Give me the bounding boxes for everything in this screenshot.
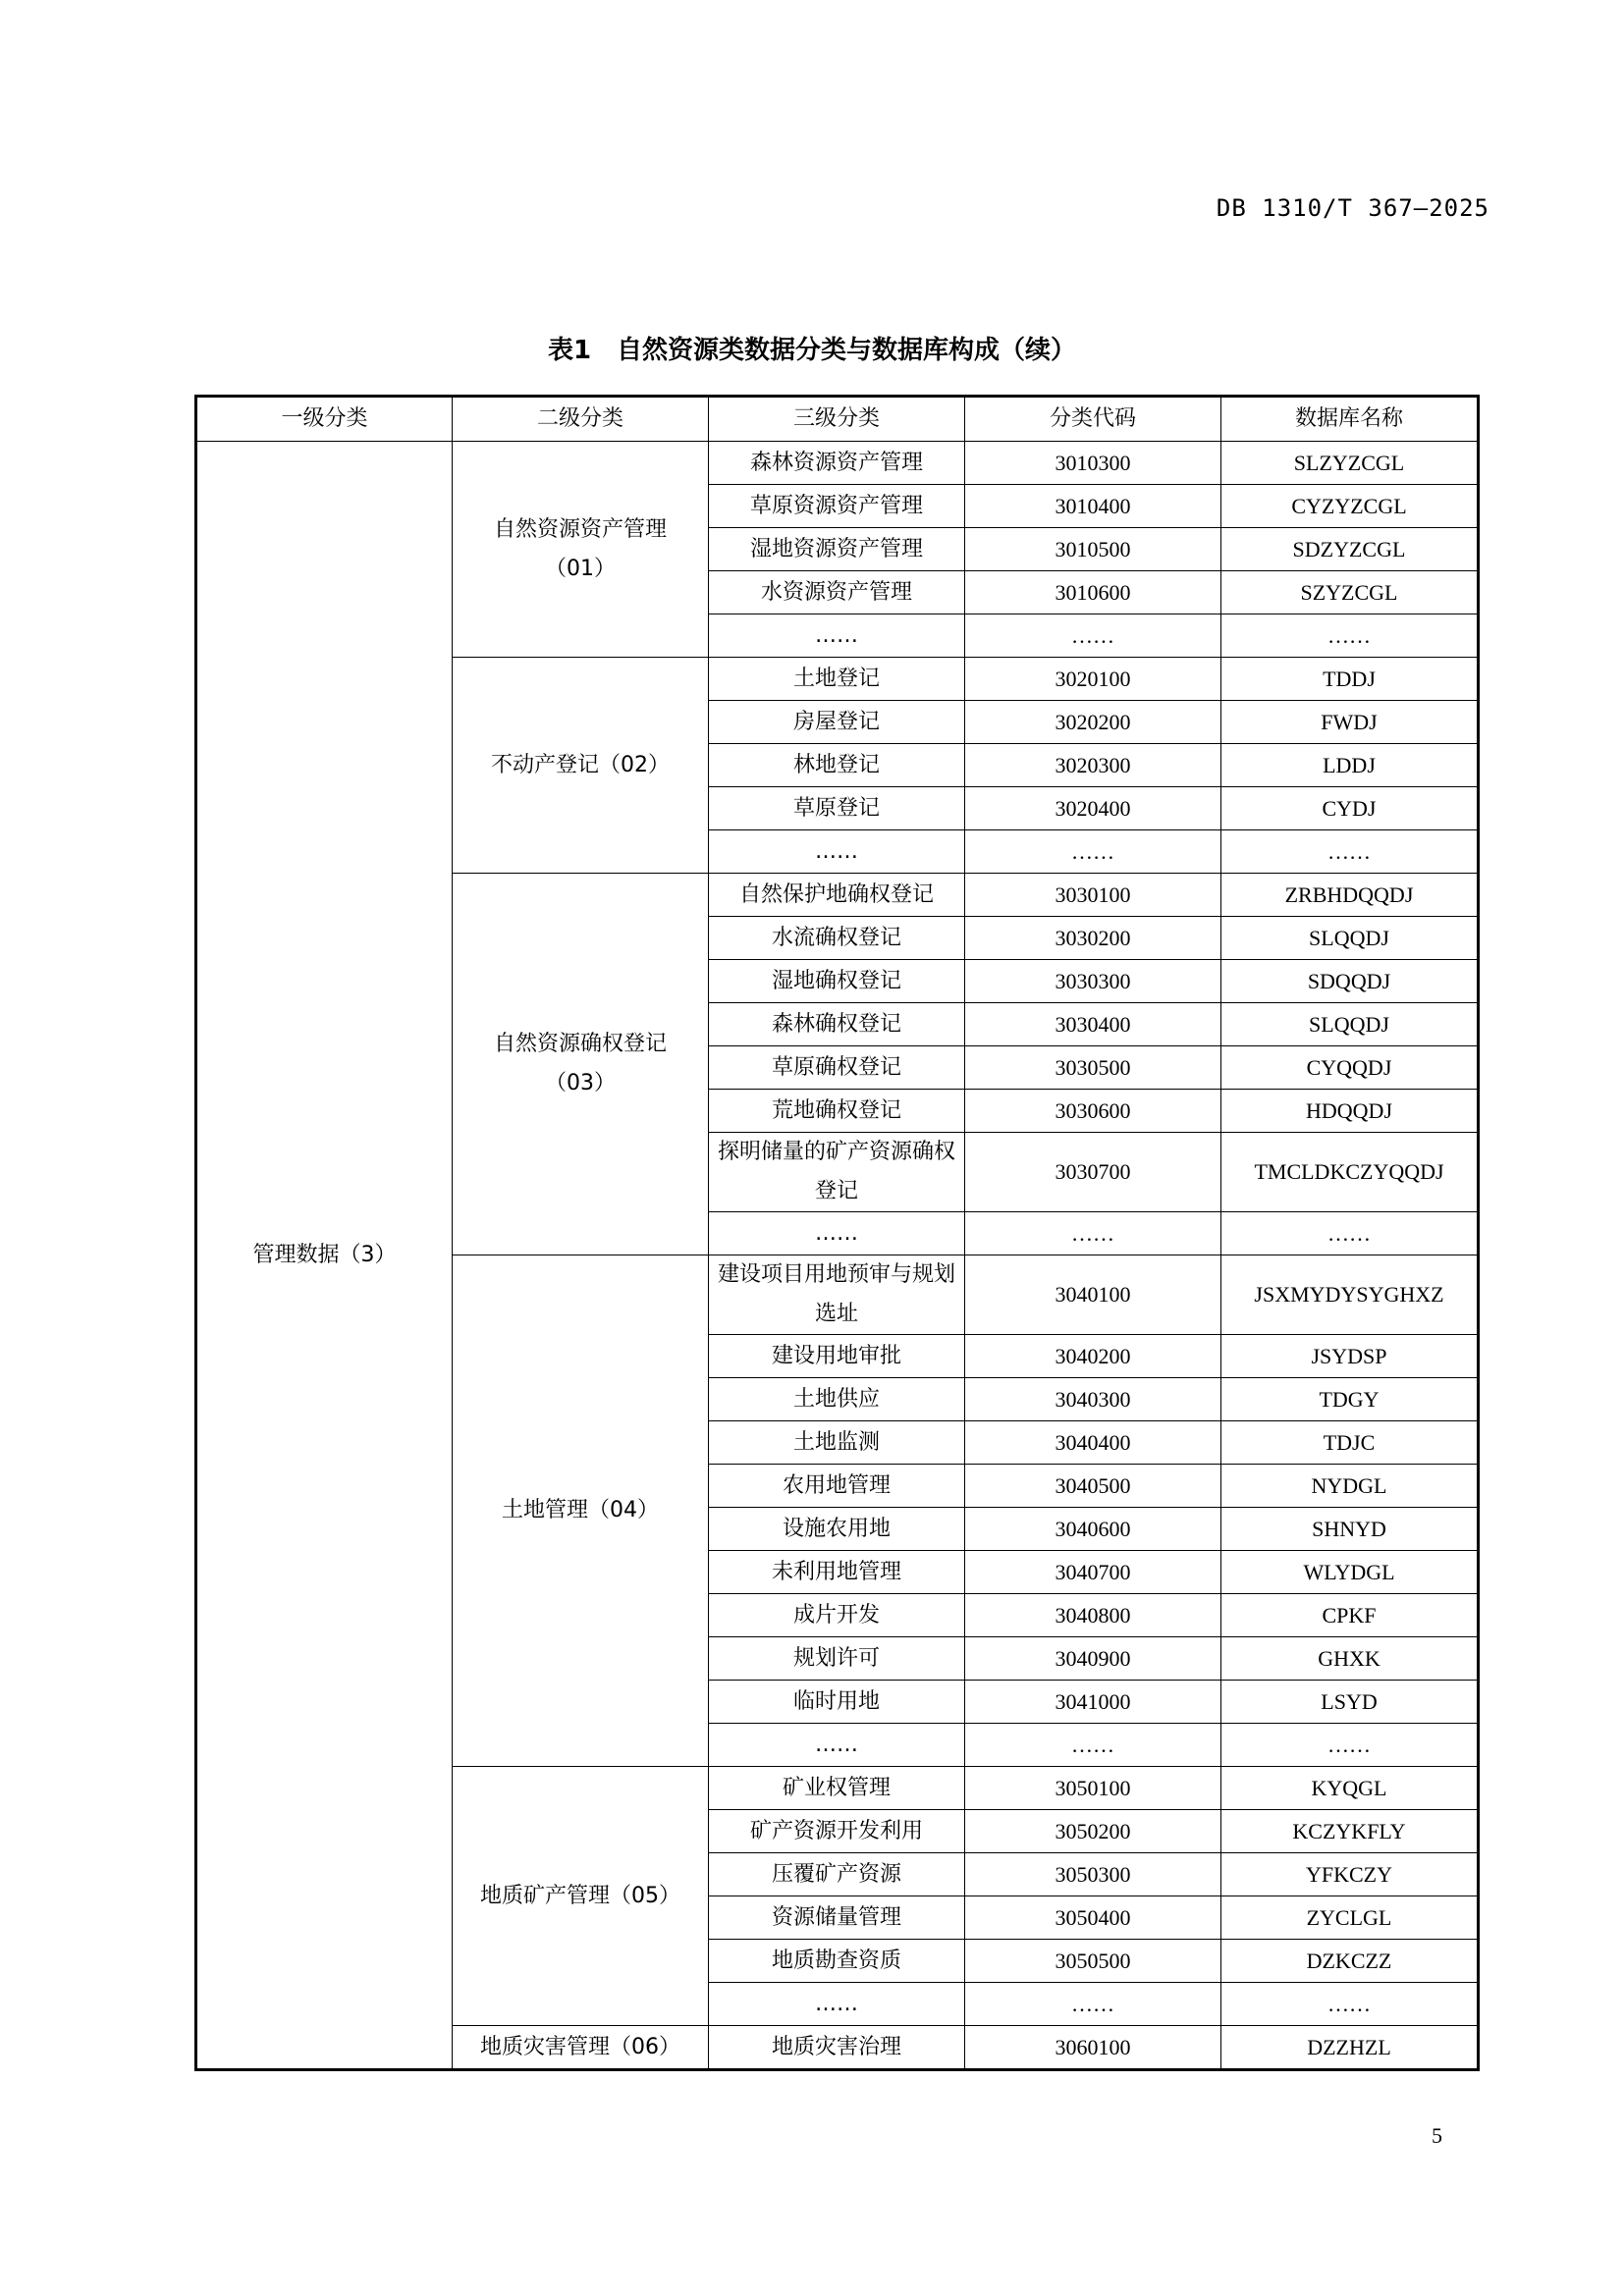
code-cell: 3020100	[965, 658, 1221, 701]
level2-name: 自然资源资产管理	[493, 516, 667, 542]
level3-cell: 临时用地	[709, 1681, 965, 1724]
level3-cell: ……	[709, 1983, 965, 2026]
code-cell: ……	[965, 1212, 1221, 1255]
code-cell: 3020200	[965, 701, 1221, 744]
level3-cell: 荒地确权登记	[709, 1090, 965, 1133]
level3-cell: 草原登记	[709, 787, 965, 830]
level3-cell: 设施农用地	[709, 1508, 965, 1551]
level3-cell: 探明储量的矿产资源确权登记	[709, 1133, 965, 1212]
dbname-cell: NYDGL	[1221, 1465, 1479, 1508]
code-cell: 3040600	[965, 1508, 1221, 1551]
classification-table	[194, 395, 1480, 2071]
dbname-cell: SDQQDJ	[1221, 960, 1479, 1003]
level2-cell	[453, 874, 709, 1255]
code-cell: 3040100	[965, 1255, 1221, 1335]
code-cell: 3030200	[965, 917, 1221, 960]
level3-cell: 建设项目用地预审与规划选址	[709, 1255, 965, 1335]
level3-cell: 建设用地审批	[709, 1335, 965, 1378]
code-cell: 3040400	[965, 1421, 1221, 1465]
code-cell: 3040300	[965, 1378, 1221, 1421]
code-cell: 3030400	[965, 1003, 1221, 1046]
dbname-cell: SHNYD	[1221, 1508, 1479, 1551]
level3-cell: 草原资源资产管理	[709, 485, 965, 528]
code-cell: 3041000	[965, 1681, 1221, 1724]
code-cell: 3030600	[965, 1090, 1221, 1133]
dbname-cell: ……	[1221, 1983, 1479, 2026]
level2-cell	[453, 2026, 709, 2070]
standard-code: DB 1310/T 367—2025	[1216, 194, 1489, 222]
code-cell: 3060100	[965, 2026, 1221, 2070]
level2-code: （01）	[545, 556, 616, 581]
code-cell: 3010300	[965, 442, 1221, 485]
dbname-cell: TDDJ	[1221, 658, 1479, 701]
code-cell: 3010600	[965, 571, 1221, 614]
level2-cell	[453, 1255, 709, 1767]
level3-cell: 水流确权登记	[709, 917, 965, 960]
col-header-level2: 二级分类	[453, 397, 709, 442]
dbname-cell: WLYDGL	[1221, 1551, 1479, 1594]
code-cell: ……	[965, 1983, 1221, 2026]
code-cell: 3030500	[965, 1046, 1221, 1090]
level3-cell: ……	[709, 614, 965, 658]
code-cell: 3040700	[965, 1551, 1221, 1594]
dbname-cell: ……	[1221, 1212, 1479, 1255]
dbname-cell: LDDJ	[1221, 744, 1479, 787]
dbname-cell: ZYCLGL	[1221, 1896, 1479, 1940]
level3-cell: 地质灾害治理	[709, 2026, 965, 2070]
code-cell: 3040900	[965, 1637, 1221, 1681]
level3-cell: 规划许可	[709, 1637, 965, 1681]
code-cell: 3050400	[965, 1896, 1221, 1940]
dbname-cell: CYDJ	[1221, 787, 1479, 830]
level2-name: 土地管理（04）	[502, 1498, 659, 1522]
dbname-cell: CPKF	[1221, 1594, 1479, 1637]
dbname-cell: FWDJ	[1221, 701, 1479, 744]
code-cell: 3030700	[965, 1133, 1221, 1212]
level3-cell: ……	[709, 830, 965, 874]
level3-cell: 土地供应	[709, 1378, 965, 1421]
level3-cell: 湿地资源资产管理	[709, 528, 965, 571]
table-header-row	[196, 397, 1479, 442]
level3-cell: 自然保护地确权登记	[709, 874, 965, 917]
level2-name: 不动产登记（02）	[491, 752, 670, 777]
code-cell: 3030100	[965, 874, 1221, 917]
code-cell: 3050300	[965, 1853, 1221, 1896]
level2-name: 自然资源确权登记	[493, 1032, 667, 1056]
level3-cell: 压覆矿产资源	[709, 1853, 965, 1896]
level3-cell: 矿业权管理	[709, 1767, 965, 1810]
level3-cell: 土地登记	[709, 658, 965, 701]
level2-name: 地质灾害管理（06）	[480, 2034, 680, 2059]
code-cell: 3010500	[965, 528, 1221, 571]
level3-cell: 林地登记	[709, 744, 965, 787]
level3-cell: ……	[709, 1724, 965, 1767]
level3-cell: 房屋登记	[709, 701, 965, 744]
level3-cell: 成片开发	[709, 1594, 965, 1637]
col-header-level1: 一级分类	[196, 397, 453, 442]
level2-cell	[453, 658, 709, 874]
dbname-cell: SLZYZCGL	[1221, 442, 1479, 485]
code-cell: 3050100	[965, 1767, 1221, 1810]
dbname-cell: SLQQDJ	[1221, 917, 1479, 960]
level3-cell: 草原确权登记	[709, 1046, 965, 1090]
level3-cell: ……	[709, 1212, 965, 1255]
dbname-cell: ……	[1221, 830, 1479, 874]
code-cell: 3030300	[965, 960, 1221, 1003]
code-cell: 3040800	[965, 1594, 1221, 1637]
dbname-cell: SLQQDJ	[1221, 1003, 1479, 1046]
level2-name: 地质矿产管理（05）	[480, 1883, 680, 1908]
dbname-cell: CYZYZCGL	[1221, 485, 1479, 528]
dbname-cell: ……	[1221, 614, 1479, 658]
level3-cell: 矿产资源开发利用	[709, 1810, 965, 1853]
col-header-code: 分类代码	[965, 397, 1221, 442]
dbname-cell: SZYZCGL	[1221, 571, 1479, 614]
dbname-cell: CYQQDJ	[1221, 1046, 1479, 1090]
level2-cell	[453, 442, 709, 658]
dbname-cell: TDJC	[1221, 1421, 1479, 1465]
level3-cell: 资源储量管理	[709, 1896, 965, 1940]
dbname-cell: DZZHZL	[1221, 2026, 1479, 2070]
dbname-cell: GHXK	[1221, 1637, 1479, 1681]
level3-cell: 农用地管理	[709, 1465, 965, 1508]
level3-cell: 湿地确权登记	[709, 960, 965, 1003]
code-cell: 3040500	[965, 1465, 1221, 1508]
dbname-cell: LSYD	[1221, 1681, 1479, 1724]
level3-cell: 土地监测	[709, 1421, 965, 1465]
col-header-level3: 三级分类	[709, 397, 965, 442]
dbname-cell: KCZYKFLY	[1221, 1810, 1479, 1853]
dbname-cell: SDZYZCGL	[1221, 528, 1479, 571]
page-number: 5	[1432, 2123, 1442, 2148]
dbname-cell: ……	[1221, 1724, 1479, 1767]
dbname-cell: JSXMYDYSYGHXZ	[1221, 1255, 1479, 1335]
dbname-cell: HDQQDJ	[1221, 1090, 1479, 1133]
table-row	[196, 442, 1479, 485]
code-cell: 3020400	[965, 787, 1221, 830]
dbname-cell: ZRBHDQQDJ	[1221, 874, 1479, 917]
level3-cell: 森林资源资产管理	[709, 442, 965, 485]
dbname-cell: YFKCZY	[1221, 1853, 1479, 1896]
dbname-cell: DZKCZZ	[1221, 1940, 1479, 1983]
level3-cell: 森林确权登记	[709, 1003, 965, 1046]
dbname-cell: TMCLDKCZYQQDJ	[1221, 1133, 1479, 1212]
code-cell: 3010400	[965, 485, 1221, 528]
level2-cell	[453, 1767, 709, 2026]
col-header-dbname: 数据库名称	[1221, 397, 1479, 442]
level1-cell: 管理数据（3）	[196, 442, 453, 2070]
level3-cell: 未利用地管理	[709, 1551, 965, 1594]
level2-code: （03）	[545, 1071, 616, 1095]
table-title: 表1 自然资源类数据分类与数据库构成（续）	[547, 336, 1077, 365]
code-cell: 3020300	[965, 744, 1221, 787]
dbname-cell: TDGY	[1221, 1378, 1479, 1421]
level3-cell: 水资源资产管理	[709, 571, 965, 614]
level3-cell: 地质勘查资质	[709, 1940, 965, 1983]
code-cell: 3050500	[965, 1940, 1221, 1983]
dbname-cell: JSYDSP	[1221, 1335, 1479, 1378]
table-body	[196, 442, 1479, 2070]
dbname-cell: KYQGL	[1221, 1767, 1479, 1810]
code-cell: ……	[965, 1724, 1221, 1767]
code-cell: ……	[965, 614, 1221, 658]
code-cell: ……	[965, 830, 1221, 874]
code-cell: 3050200	[965, 1810, 1221, 1853]
code-cell: 3040200	[965, 1335, 1221, 1378]
